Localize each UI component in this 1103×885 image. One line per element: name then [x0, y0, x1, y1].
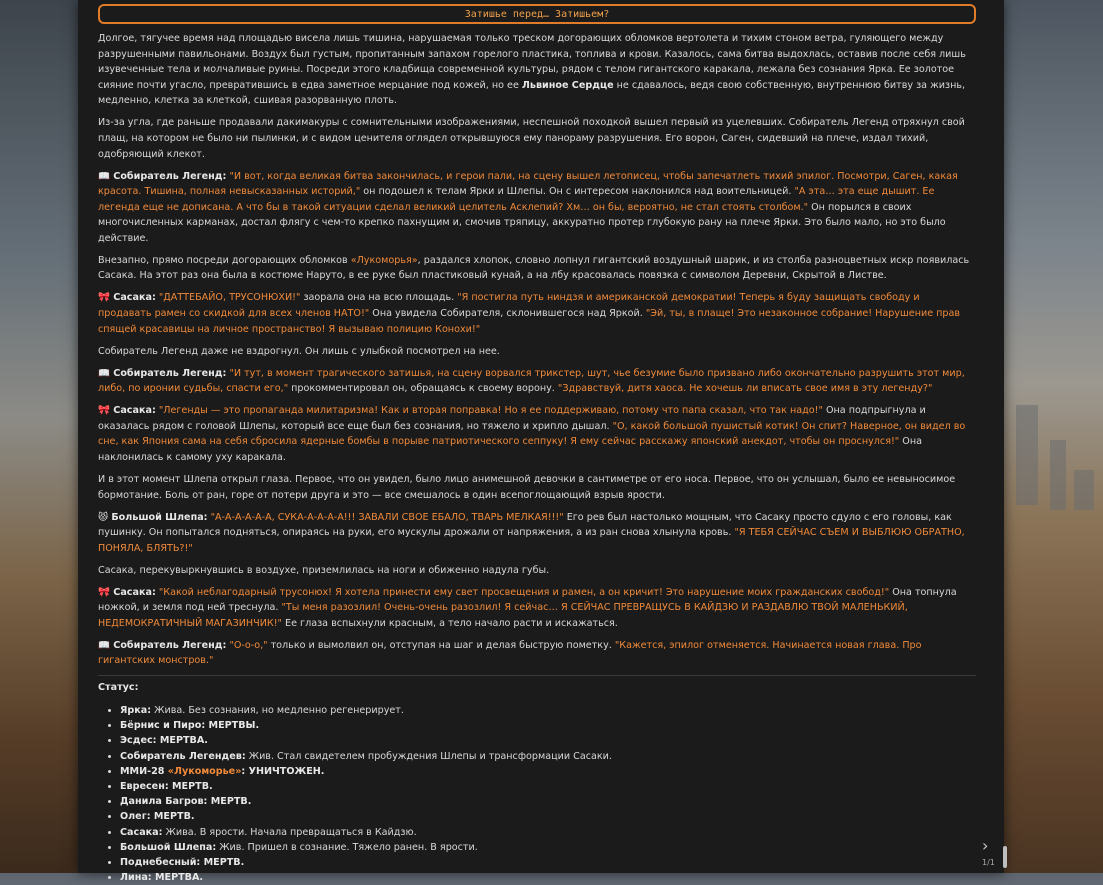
message-title: Затишье перед… Затишьем?	[98, 4, 976, 24]
quote: "Ты меня разозлил! Очень-очень разозлил! Я сейчас… Я СЕЙЧАС ПРЕВРАЩУСЬ В КАЙДЗЮ И РАЗДАВЛЮ ТВОЙ МАЛЕНЬКИЙ, НЕДЕМОКРАТИЧНЫЙ МАГАЗИНЧИК!"	[98, 602, 908, 629]
quote: "А эта… эта еще дышит. Ее легенда еще не дописана. А что бы в такой ситуации сделал великий целитель Асклепий? Хм… он бы, вероятно, не стал стоять столбом."	[98, 186, 935, 213]
status-value: МЕРТВА.	[156, 735, 208, 747]
status-value: МЕРТВ.	[207, 796, 252, 808]
status-name: Собиратель Легендев:	[120, 750, 246, 762]
status-name: Бёрнис и Пиро:	[120, 720, 206, 732]
paragraph	[98, 169, 976, 247]
text: он подошел к телам Ярки и Шлепы. Он с интересом наклонился над воительницей.	[360, 186, 795, 198]
bold-text: Львиное Сердце	[521, 79, 614, 91]
quote: "Здравствуй, дитя хаоса. Не хочешь ли вписать свое имя в эту легенду?"	[557, 383, 933, 395]
status-item	[120, 703, 976, 718]
speaker-label: 📖 Собиратель Легенд:	[98, 170, 227, 182]
quote: "О-о-о,"	[226, 639, 268, 651]
status-value: Жива. Без сознания, но медленно регенерирует.	[151, 705, 404, 717]
divider	[98, 675, 976, 676]
status-name: Лина:	[120, 872, 152, 884]
quote: "Я ТЕБЯ СЕЙЧАС СЪЕМ И ВЫБЛЮЮ ОБРАТНО, ПОНЯЛА, БЛЯТЬ?!"	[98, 527, 965, 554]
status-name: Большой Шлепа:	[120, 841, 217, 853]
status-item	[120, 779, 976, 794]
text: Ее глаза вспыхнули красным, а тело начало расти и искажаться.	[281, 617, 618, 629]
status-name: Олег:	[120, 811, 151, 823]
status-item	[120, 749, 976, 764]
quote: "ДАТТЕБАЙО, ТРУСОНЮХИ!"	[155, 292, 301, 304]
status-list	[98, 703, 976, 885]
text: не сдавалось, ведя свою собственную, внутреннюю битву за жизнь, медленно, клетка за клеткой, сшивая разорванную плоть.	[98, 79, 966, 107]
status-value: МЕРТВ.	[150, 811, 195, 823]
status-value: Жива. В ярости. Начала превращаться в Кайдзю.	[162, 826, 417, 838]
background-ruin	[1050, 440, 1066, 510]
quote: "О, какой большой пушистый котик! Он спит? Наверное, он видел во сне, как Япония сама на себя сбросила ядерные бомбы в порыве патриотического сеппуку! Я ему сейчас расскажу японский анекдот, чтобы он проснулся!"	[98, 420, 966, 448]
paragraph: Из-за угла, где раньше продавали дакимакуры с сомнительными изображениями, неспешной походкой вышел первый из уцелевших. Собиратель Легенд отряхнул свой плащ, на котором не было ни пылинки, и с видом ценителя оглядел открывшуюся ему панораму разрушения. Его ворон, Саген, сидевший на плече, издал тихий, одобряющий клекот.	[98, 117, 965, 160]
background-ruin	[1016, 405, 1038, 505]
paragraph: И в этот момент Шлепа открыл глаза. Первое, что он увидел, было лицо анимешной девочки в сантиметре от его носа. Первое, что он услышал, было ее невыносимое бормотание. Боль от ран, горе от потери друга и это — все смешалось в один всепоглощающий взрыв ярости.	[98, 473, 956, 501]
page-indicator: 1/1	[982, 858, 995, 867]
status-name: Сасака:	[120, 826, 163, 838]
status-value: : УНИЧТОЖЕН.	[241, 765, 325, 777]
status-value: МЕРТВЫ.	[205, 720, 260, 732]
text: Она топнула ножкой, и земля под ней треснула.	[98, 586, 957, 614]
status-name: Ярка:	[120, 705, 152, 717]
paragraph	[98, 290, 976, 337]
quote: "И тут, в момент трагического затишья, на сцену ворвался трикстер, шут, чье безумие было призвано либо окончательно разрушить этот мир, либо, по иронии судьбы, спасти его,"	[98, 367, 965, 395]
text: Долгое, тягучее время над площадью висела лишь тишина, нарушаемая только треском догорающих обломков вертолета и тихим стоном ветра, гуляющего между разрушенными павильонами. Воздух был густым, пропитанным запахом горелого пластика, топлива и крови. Казалось, сама битва выдохлась, оставив после себя лишь изувеченные тела и молчаливые руины. Посреди этого кладбища современной культуры, рядом с телом гигантского каракала, лежала без сознания Ярка. Ее золотое сияние почти угасло, превратившись в едва заметное мерцание под кожей, но ее	[98, 33, 966, 91]
status-name: ММИ-28	[120, 765, 168, 777]
status-item	[120, 825, 976, 840]
speaker-label: 📖 Собиратель Легенд:	[98, 367, 227, 379]
text: Она наклонилась к самому уху каракала.	[98, 436, 922, 463]
status-name: Евресен:	[120, 781, 169, 793]
status-value: Жив. Пришел в сознание. Тяжело ранен. В ярости.	[216, 841, 478, 853]
status-item	[120, 718, 976, 733]
status-title: Статус:	[98, 682, 139, 694]
status-value: МЕРТВ.	[168, 781, 213, 793]
location-link: «Лукоморье»	[167, 765, 242, 777]
status-item	[120, 764, 976, 779]
quote: "И вот, когда великая битва закончилась, и герои пали, на сцену вышел летописец, чтобы запечатлеть тихий эпилог. Посмотри, Саген, какая красота. Тишина, полная невысказанных историй,"	[98, 170, 958, 198]
text: Он порылся в своих многочисленных карманах, достал флягу с чем-то крепко пахнущим и, смочив тряпицу, аккуратно протер глубокую рану на плече Ярки. Это было мало, но это было действие.	[98, 201, 946, 244]
text: прокомментировал он, обращаясь к своему ворону.	[288, 383, 558, 395]
status-value: МЕРТВА.	[151, 872, 204, 884]
speaker-label: 😾 Большой Шлепа:	[98, 511, 208, 523]
paragraph	[98, 31, 976, 109]
text: , раздался хлопок, словно лопнул гигантский воздушный шарик, и из столба разноцветных искр появилась Сасака. На этот раз она была в костюме Наруто, в ее руке был пластиковый кунай, а на лбу красовалась повязка с символом Деревни, Скрытой в Листве.	[98, 254, 970, 282]
status-name: Данила Багров:	[120, 796, 208, 808]
paragraph	[98, 638, 976, 669]
status-name: Эсдес:	[120, 735, 157, 747]
quote: "Легенды — это пропаганда милитаризма! Как и вторая поправка! Но я ее поддерживаю, потому что папа сказал, что так надо!"	[155, 405, 823, 417]
quote: "А-А-А-А-А-А, СУКА-А-А-А-А!!! ЗАВАЛИ СВОЕ ЕБАЛО, ТВАРЬ МЕЛКАЯ!!!"	[207, 511, 564, 523]
quote: "Эй, ты, в плаще! Это незаконное собрание! Нарушение прав спящей красавицы на личное пространство! Я вызываю полицию Конохи!"	[98, 308, 961, 335]
speaker-label: 📖 Собиратель Легенд:	[98, 639, 227, 651]
paragraph	[98, 366, 976, 397]
quote: "Я постигла путь ниндзя и американской демократии! Теперь я буду защищать свободу и продавать рамен со скидкой для всех членов НАТО!"	[98, 292, 920, 320]
status-item	[120, 840, 976, 855]
status-item	[120, 870, 976, 885]
paragraph: Собиратель Легенд даже не вздрогнул. Он лишь с улыбкой посмотрел на нее.	[98, 345, 500, 357]
background-left	[0, 0, 80, 873]
paragraph	[98, 403, 976, 465]
paragraph: Сасака, перекувыркнувшись в воздухе, приземлилась на ноги и обиженно надула губы.	[98, 564, 550, 576]
paragraph	[98, 585, 976, 632]
text: Она подпрыгнула и оказалась рядом с головой Шлепы, который все еще был без сознания, но тяжело и хрипло дышал.	[98, 405, 926, 432]
chevron-right-icon[interactable]: ›	[982, 836, 989, 855]
status-item	[120, 855, 976, 870]
text: только и вымолвил он, отступая на шаг и делая быструю пометку.	[267, 639, 615, 651]
message-panel	[78, 0, 1004, 884]
background-ruin	[1074, 470, 1094, 510]
status-item	[120, 809, 976, 824]
text: Внезапно, прямо посреди догорающих обломков	[98, 254, 351, 266]
text: заорала она на всю площадь.	[300, 292, 458, 304]
text: Его рев был настолько мощным, что Сасаку просто сдуло с его головы, как пушинку. Он попытался подняться, опираясь на руки, его мускулы дрожали от напряжения, а из ран снова хлынула кровь.	[98, 511, 952, 539]
paragraph	[98, 253, 976, 284]
status-item	[120, 794, 976, 809]
speaker-label: 🎀 Сасака:	[98, 292, 156, 304]
quote: "Какой неблагодарный трусонюх! Я хотела принести ему свет просвещения и рамен, а он кричит! Это нарушение моих гражданских свобод!"	[155, 586, 890, 598]
message-content	[98, 31, 976, 885]
status-value: МЕРТВ.	[200, 857, 245, 869]
scrollbar-handle[interactable]	[1003, 846, 1007, 868]
status-item	[120, 733, 976, 748]
status-value: Жив. Стал свидетелем пробуждения Шлепы и трансформации Сасаки.	[245, 750, 612, 762]
text: Она увидела Собирателя, склонившегося над Яркой.	[369, 308, 646, 320]
paragraph	[98, 510, 976, 557]
location-link: «Лукоморья»	[350, 254, 418, 266]
quote: "Кажется, эпилог отменяется. Начинается новая глава. Про гигантских монстров."	[98, 639, 922, 667]
speaker-label: 🎀 Сасака:	[98, 405, 156, 417]
status-name: Поднебесный:	[120, 857, 201, 869]
speaker-label: 🎀 Сасака:	[98, 586, 156, 598]
